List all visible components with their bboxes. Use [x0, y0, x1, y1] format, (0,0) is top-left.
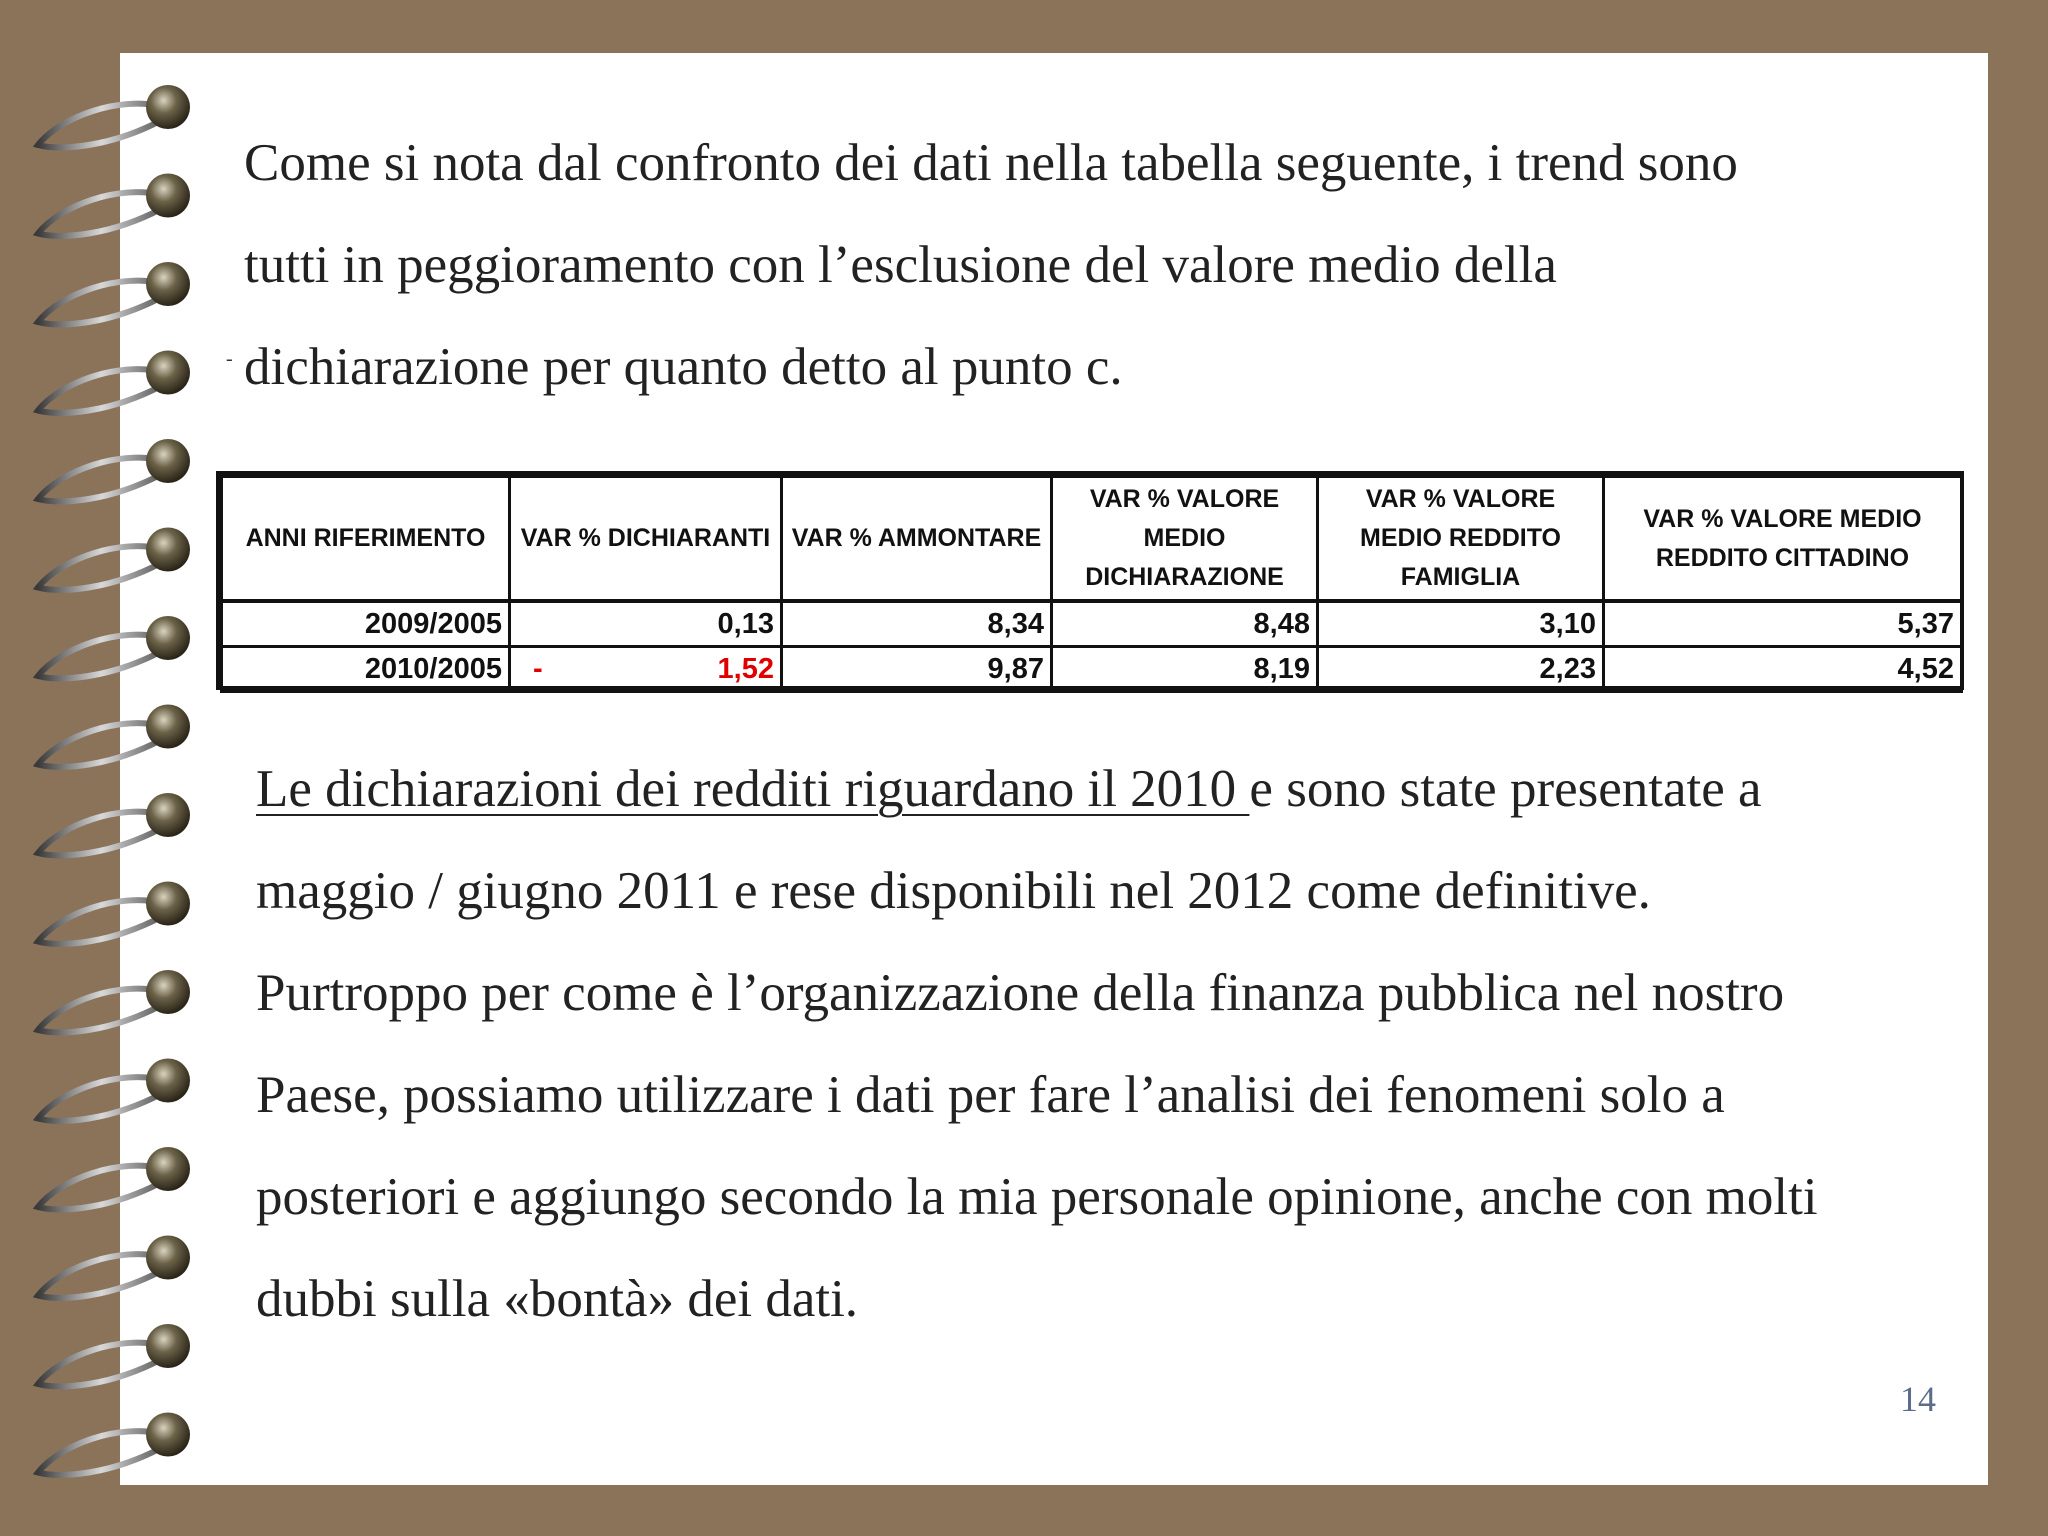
col-header-ammontare: VAR % AMMONTARE: [782, 477, 1052, 602]
spiral-wire: [38, 1254, 165, 1298]
table-header-row: [222, 477, 1962, 602]
body-line: Purtroppo per come è l’organizzazione della finanza pubblica nel nostro: [256, 964, 1785, 1022]
bullet-marker: -: [226, 348, 233, 370]
binding-hole: [146, 882, 190, 926]
body-line-rest: e sono state presentate a: [1249, 760, 1762, 818]
spiral-binding: [0, 0, 220, 1536]
spiral-wire: [38, 989, 165, 1033]
cell-ammontare: 9,87: [782, 647, 1052, 692]
col-header-reddito-cittadino: VAR % VALORE MEDIO REDDITO CITTADINO: [1604, 477, 1962, 602]
binding-hole: [146, 1236, 190, 1280]
spiral-wire: [38, 635, 165, 679]
binding-hole: [146, 1413, 190, 1457]
cell-dichiaranti-negative: [510, 647, 782, 692]
body-line: posteriori e aggiungo secondo la mia personale opinione, anche con molti: [256, 1168, 1818, 1226]
body-paragraph: [256, 738, 1976, 1350]
intro-line: Come si nota dal confronto dei dati nella tabella seguente, i trend sono: [244, 134, 1738, 192]
spiral-wire: [38, 900, 165, 944]
spiral-wire: [38, 1077, 165, 1121]
cell-reddito-cittadino: 5,37: [1604, 601, 1962, 647]
body-line: Paese, possiamo utilizzare i dati per fare l’analisi dei fenomeni solo a: [256, 1066, 1725, 1124]
cell-reddito-cittadino: 4,52: [1604, 647, 1962, 692]
spiral-wire: [38, 1431, 165, 1475]
spiral-wire: [38, 369, 165, 413]
cell-valore-medio-dichiarazione: 8,48: [1052, 601, 1318, 647]
cell-reddito-famiglia: 2,23: [1318, 647, 1604, 692]
spiral-wire: [38, 723, 165, 767]
binding-hole: [146, 705, 190, 749]
binding-hole: [146, 1147, 190, 1191]
spiral-wire: [38, 104, 165, 148]
cell-valore-medio-dichiarazione: 8,19: [1052, 647, 1318, 692]
binding-hole: [146, 793, 190, 837]
spiral-wire: [38, 458, 165, 502]
binding-hole: [146, 616, 190, 660]
body-line: maggio / giugno 2011 e rese disponibili nel 2012 come definitive.: [256, 862, 1651, 920]
binding-hole: [146, 528, 190, 572]
binding-hole: [146, 970, 190, 1014]
cell-period: 2009/2005: [222, 601, 510, 647]
underlined-phrase: Le dichiarazioni dei redditi riguardano il 2010: [256, 760, 1250, 818]
page-number: 14: [1900, 1379, 1936, 1419]
spiral-wire: [38, 546, 165, 590]
spiral-wire: [38, 1166, 165, 1210]
intro-line: dichiarazione per quanto detto al punto c.: [244, 338, 1123, 396]
binding-hole: [146, 439, 190, 483]
spiral-wire: [38, 192, 165, 236]
binding-hole: [146, 85, 190, 129]
cell-ammontare: 8,34: [782, 601, 1052, 647]
negative-value: 1,52: [717, 653, 774, 685]
body-line: [256, 738, 1976, 840]
col-header-dichiaranti: VAR % DICHIARANTI: [510, 477, 782, 602]
cell-reddito-famiglia: 3,10: [1318, 601, 1604, 647]
binding-hole: [146, 262, 190, 306]
table-row: [222, 647, 1962, 692]
col-header-reddito-famiglia: VAR % VALORE MEDIO REDDITO FAMIGLIA: [1318, 477, 1604, 602]
intro-line: tutti in peggioramento con l’esclusione del valore medio della: [244, 236, 1557, 294]
body-line: dubbi sulla «bontà» dei dati.: [256, 1270, 859, 1328]
binding-hole: [146, 174, 190, 218]
intro-paragraph: [244, 112, 1944, 418]
cell-period: 2010/2005: [222, 647, 510, 692]
variation-table: [216, 471, 1964, 690]
spiral-wire: [38, 812, 165, 856]
cell-dichiaranti: 0,13: [510, 601, 782, 647]
spiral-wire: [38, 281, 165, 325]
spiral-wire: [38, 1343, 165, 1387]
binding-hole: [146, 351, 190, 395]
col-header-valore-medio-dichiarazione: VAR % VALORE MEDIO DICHIARAZIONE: [1052, 477, 1318, 602]
negative-sign: -: [533, 653, 543, 685]
binding-hole: [146, 1059, 190, 1103]
table-row: [222, 601, 1962, 647]
binding-hole: [146, 1324, 190, 1368]
col-header-anni: ANNI RIFERIMENTO: [222, 477, 510, 602]
